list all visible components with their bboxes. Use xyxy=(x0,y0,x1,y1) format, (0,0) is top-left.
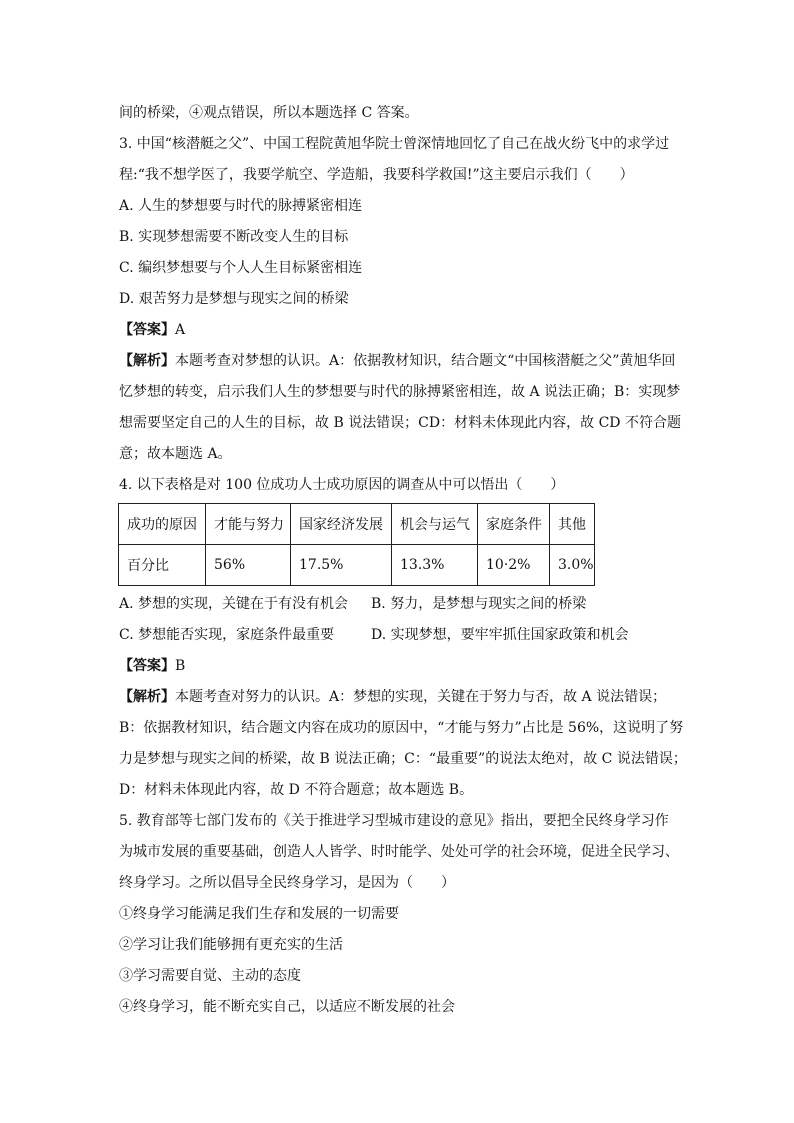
analysis-text: 想需要坚定自己的人生的目标，故 B 说法错误；CD：材料未体现此内容，故 CD 不符合题 xyxy=(119,415,681,431)
analysis-line xyxy=(119,352,675,370)
answer-line xyxy=(119,321,185,339)
answer-value: A xyxy=(175,322,186,338)
option-d: D. 艰苦努力是梦想与现实之间的桥梁 xyxy=(119,291,349,307)
question-5-stem: 为城市发展的重要基础，创造人人皆学、时时能学、处处可学的社会环境，促进全民学习、 xyxy=(119,844,679,860)
table-cell: 国家经济发展 xyxy=(291,504,392,545)
analysis-text: 本题考查对努力的认识。A：梦想的实现，关键在于努力与否，故 A 说法错误； xyxy=(175,689,667,705)
answer-value: B xyxy=(175,658,186,674)
question-4-stem: 4. 以下表格是对 100 位成功人士成功原因的调查从中可以悟出（ ） xyxy=(119,477,565,493)
analysis-label: 【解析】 xyxy=(119,353,175,369)
analysis-text: 忆梦想的转变，启示我们人生的梦想要与时代的脉搏紧密相连，故 A 说法正确；B：实现梦 xyxy=(119,384,681,400)
table-cell: 17.5% xyxy=(291,545,392,586)
statement-3: ③学习需要自觉、主动的态度 xyxy=(119,968,301,984)
question-3-stem: 程:“我不想学医了，我要学航空、学造船，我要科学救国!”这主要启示我们（ ） xyxy=(119,167,634,183)
text-line: 间的桥梁，④观点错误，所以本题选择 C 答案。 xyxy=(119,105,419,121)
table-row xyxy=(119,545,595,586)
analysis-label: 【解析】 xyxy=(119,689,175,705)
option-a: A. 梦想的实现，关键在于有没有机会 xyxy=(119,596,349,612)
option-b: B. 努力，是梦想与现实之间的桥梁 xyxy=(371,596,587,612)
table-cell: 其他 xyxy=(550,504,595,545)
analysis-text: 本题考查对梦想的认识。A：依据教材知识，结合题文“中国核潜艇之父”黄旭华回 xyxy=(175,353,676,369)
table-cell: 机会与运气 xyxy=(392,504,478,545)
table-cell: 百分比 xyxy=(119,545,206,586)
analysis-text: 意；故本题选 A。 xyxy=(119,446,232,462)
statement-1: ①终身学习能满足我们生存和发展的一切需要 xyxy=(119,906,399,922)
table-cell: 家庭条件 xyxy=(478,504,550,545)
answer-label: 【答案】 xyxy=(119,658,175,674)
table-cell: 13.3% xyxy=(392,545,478,586)
table-cell: 成功的原因 xyxy=(119,504,206,545)
option-d: D. 实现梦想，要牢牢抓住国家政策和机会 xyxy=(371,627,629,643)
option-b: B. 实现梦想需要不断改变人生的目标 xyxy=(119,229,349,245)
question-3-stem: 3. 中国“核潜艇之父”、中国工程院黄旭华院士曾深情地回忆了自己在战火纷飞中的求学过 xyxy=(119,136,670,152)
analysis-text: B：依据教材知识，结合题文内容在成功的原因中，“才能与努力”占比是 56%，这说明了努 xyxy=(119,720,684,736)
analysis-text: D：材料未体现此内容，故 D 不符合题意；故本题选 B。 xyxy=(119,782,474,798)
table-header-row xyxy=(119,504,595,545)
statement-2: ②学习让我们能够拥有更充实的生活 xyxy=(119,937,343,953)
table-cell: 10·2% xyxy=(478,545,550,586)
answer-label: 【答案】 xyxy=(119,322,175,338)
option-c: C. 编织梦想要与个人人生目标紧密相连 xyxy=(119,260,363,276)
option-c: C. 梦想能否实现，家庭条件最重要 xyxy=(119,627,335,643)
statement-4: ④终身学习，能不断充实自己，以适应不断发展的社会 xyxy=(119,999,455,1015)
table-cell: 才能与努力 xyxy=(206,504,291,545)
question-5-stem: 5. 教育部等七部门发布的《关于推进学习型城市建设的意见》指出，要把全民终身学习作 xyxy=(119,813,669,829)
analysis-line xyxy=(119,688,666,706)
option-a: A. 人生的梦想要与时代的脉搏紧密相连 xyxy=(119,198,363,214)
answer-line xyxy=(119,657,185,675)
analysis-text: 力是梦想与现实之间的桥梁，故 B 说法正确；C：“最重要”的说法太绝对，故 C 说法错误； xyxy=(119,751,687,767)
survey-table xyxy=(118,503,595,586)
table-cell: 3.0% xyxy=(550,545,595,586)
question-5-stem: 终身学习。之所以倡导全民终身学习，是因为（ ） xyxy=(119,875,455,891)
table-cell: 56% xyxy=(206,545,291,586)
